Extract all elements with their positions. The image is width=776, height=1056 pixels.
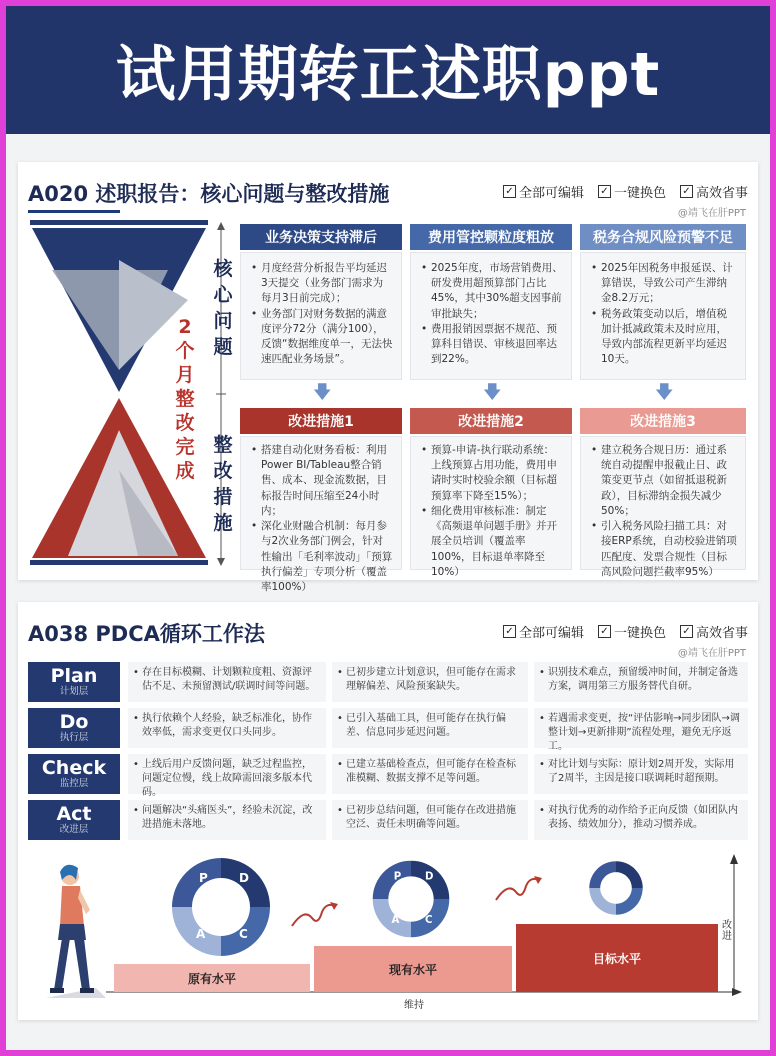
pdca-row-act <box>28 800 748 840</box>
pdca-row-check <box>28 754 748 798</box>
measure-3-bullet-2: • 引入税务风险扫描工具：对接ERP系统，自动校验进销项匹配度、发票合规性（目标高风险问题拦截率95%） <box>591 519 737 580</box>
measure-1-box <box>240 436 402 593</box>
problem-3-header: 税务合规风险预警不足 <box>580 224 746 250</box>
pdca-cycle-small <box>586 858 646 918</box>
checkbox-icon: ✓ <box>680 625 693 638</box>
axis-up-label: 改进 <box>722 920 732 942</box>
measure-1-bullet-1: • 搭建自动化财务看板：利用Power BI/Tableau整合销售、成本、现金流数据，目标报告时间压缩至24小时内； <box>251 443 393 519</box>
problem-1-bullet-2: • 业务部门对财务数据的满意度评分72分（满分100），反馈“数据维度单一，无法快速匹配业务场景”。 <box>251 307 393 368</box>
measure-3-header: 改进措施3 <box>580 408 746 434</box>
down-arrow-icon: 🡇 <box>313 382 332 403</box>
pdca-card[interactable] <box>18 602 758 1020</box>
pdca-cell: • 识别技术难点，预留缓冲时间，并制定备选方案，调用第三方服务替代自研。 <box>534 662 748 702</box>
pdca-label-check: Check 监控层 <box>28 754 120 794</box>
pdca-cell: • 已初步总结问题，但可能存在改进措施空泛、责任未明确等问题。 <box>332 800 528 840</box>
pdca-cell: • 已建立基础检查点，但可能存在检查标准模糊、数据支撑不足等问题。 <box>332 754 528 794</box>
measure-2-bullet-1: • 预算-申请-执行联动系统：上线预算占用功能，费用申请时实时校验余额（目标超预算率下降至15%）； <box>421 443 563 504</box>
problem-3-box <box>580 252 746 380</box>
feature-badges <box>503 622 748 641</box>
checkbox-icon: ✓ <box>503 185 516 198</box>
pdca-cell: • 已引入基础工具，但可能存在执行偏差、信息同步延迟问题。 <box>332 708 528 748</box>
measure-2-header: 改进措施2 <box>410 408 572 434</box>
badge-editable: ✓ 全部可编辑 <box>503 182 584 201</box>
watermark: @靖飞在肝PPT <box>677 648 746 659</box>
pdca-cell: • 对比计划与实际：原计划2周开发，实际用了2周半，主因是接口联调耗时超预期。 <box>534 754 748 794</box>
watermark: @靖飞在肝PPT <box>677 208 746 219</box>
problem-2-box <box>410 252 572 380</box>
problem-2-bullet-2: • 费用报销因票据不规范、预算科目错误、审核退回率达到22%。 <box>421 322 563 368</box>
measure-1-header: 改进措施1 <box>240 408 402 434</box>
pdca-cycle-medium <box>368 856 454 942</box>
level-original: 原有水平 <box>114 964 310 992</box>
cycle-letter-a: A <box>196 927 206 941</box>
curly-arrow-icon <box>290 898 340 930</box>
pdca-cell: • 执行依赖个人经验，缺乏标准化，协作效率低，需求变更仅口头同步。 <box>128 708 326 748</box>
report-card[interactable]: A020 述职报告：核心问题与整改措施 ✓ 全部可编辑 ✓ 一键换色 ✓ 高效省事 @靖飞在肝PPT 核 心 问 题 整 改 措 施 2 个 月 整 改 完 成 业务决策支持滞后 • 月度经营分析报告平均延迟3天提交（业务部门需求为每月3日前完成）； • 业务部门对财务数据的满意度评分72分（满分100），反馈“数据维度单一，无法快速匹配业务场景”。 费用管控颗粒度粗放 • 2025年度，市场营销费用、研发费用超预算部门占比45%，其中30%超支因事前审批缺失； • 费用报销因票据不规范、预算科目错误、审核退回率达到22%。 税务合规风险预警不足 • 2025年因税务申报延误、计算错误，导致公司产生滞纳金8.2万元； • 税务政策变动以后，增值税加计抵减政策未及时应用，导致内部流程更新平均延迟10天。 🡇 🡇 🡇 改进措施1 • 搭建自动化财务看板：利用Power BI/Tableau整合销售、成本、现金流数据，目标报告时间压缩至24小时内； • 深化业财融合机制：每月参与2次业务部门例会，针对性输出「毛利率波动」「预算执行偏差」专项分析（覆盖率100%） 改进措施2 • 预算-申请-执行联动系统：上线预算占用功能，费用申请时实时校验余额（目标超预算率下降至15%）； • 细化费用审核标准：制定《高频退单问题手册》并开展全员培训（覆盖率100%，目标退单率降至10%） 改进措施3 • 建立税务合规日历：通过系统自动提醒申报截止日、政策变更节点（如留抵退税新政），目标滞纳金损失减少50%； • 引入税务风险扫描工具：对接ERP系统，自动校验进销项匹配度、发票合规性（目标高风险问题拦截率95%） <box>18 162 758 580</box>
badge-editable: ✓ 全部可编辑 <box>503 622 584 641</box>
page-frame <box>6 6 770 1050</box>
pdca-row-plan <box>28 662 748 702</box>
banner-title: 试用期转正述职ppt <box>115 40 661 110</box>
badge-recolor: ✓ 一键换色 <box>598 622 666 641</box>
level-current: 现有水平 <box>314 946 512 992</box>
checkbox-icon: ✓ <box>598 185 611 198</box>
pdca-cell: • 问题解决“头痛医头”，经验未沉淀，改进措施未落地。 <box>128 800 326 840</box>
measure-3-bullet-1: • 建立税务合规日历：通过系统自动提醒申报截止日、政策变更节点（如留抵退税新政），目标滞纳金损失减少50%； <box>591 443 737 519</box>
measure-3-box <box>580 436 746 578</box>
measure-2-bullet-2: • 细化费用审核标准：制定《高频退单问题手册》并开展全员培训（覆盖率100%，目标退单率降至10%） <box>421 504 563 580</box>
cycle-letter-c: C <box>239 927 248 941</box>
down-arrow-icon: 🡇 <box>655 382 674 403</box>
report-title: A020 述职报告：核心问题与整改措施 <box>28 182 390 206</box>
pdca-row-do <box>28 708 748 752</box>
checkbox-icon: ✓ <box>598 625 611 638</box>
pdca-title: A038 PDCA循环工作法 <box>28 622 265 646</box>
cycle-letter-d: D <box>239 871 249 885</box>
measure-2-box <box>410 436 572 578</box>
walking-person-icon <box>40 862 110 998</box>
measure-1-bullet-2: • 深化业财融合机制：每月参与2次业务部门例会，针对性输出「毛利率波动」「预算执行偏差」专项分析（覆盖率100%） <box>251 519 393 595</box>
title-accent-line <box>28 210 120 213</box>
problem-1-box <box>240 252 402 380</box>
problem-1-header: 业务决策支持滞后 <box>240 224 402 250</box>
pdca-cell: • 存在目标模糊、计划颗粒度粗、资源评估不足、未预留测试/联调时间等问题。 <box>128 662 326 702</box>
pdca-cell: • 若遇需求变更，按“评估影响→同步团队→调整计划→更新排期”流程处理，避免无序返工。 <box>534 708 748 748</box>
cycle-letter-p: P <box>199 871 208 885</box>
curly-arrow-icon <box>494 872 544 904</box>
problem-2-header: 费用管控颗粒度粗放 <box>410 224 572 250</box>
checkbox-icon: ✓ <box>680 185 693 198</box>
cycle-letter-d: D <box>425 871 434 883</box>
cycle-letter-p: P <box>393 871 402 883</box>
pdca-cell: • 对执行优秀的动作给予正向反馈（如团队内表扬、绩效加分），推动习惯养成。 <box>534 800 748 840</box>
down-arrow-icon: 🡇 <box>483 382 502 403</box>
pdca-cell: • 上线后用户反馈问题，缺乏过程监控，问题定位慢，线上故障需回滚多版本代码。 <box>128 754 326 794</box>
pdca-cycle-large <box>166 852 276 962</box>
pdca-label-act: Act 改进层 <box>28 800 120 840</box>
level-target: 目标水平 <box>516 924 718 992</box>
problem-3-bullet-2: • 税务政策变动以后，增值税加计抵减政策未及时应用，导致内部流程更新平均延迟10天。 <box>591 307 737 368</box>
problem-3-bullet-1: • 2025年因税务申报延误、计算错误，导致公司产生滞纳金8.2万元； <box>591 261 737 307</box>
pdca-label-do: Do 执行层 <box>28 708 120 748</box>
cycle-letter-c: C <box>425 915 433 927</box>
cycle-letter-a: A <box>391 915 400 927</box>
badge-recolor: ✓ 一键换色 <box>598 182 666 201</box>
problem-1-bullet-1: • 月度经营分析报告平均延迟3天提交（业务部门需求为每月3日前完成）； <box>251 261 393 307</box>
checkbox-icon: ✓ <box>503 625 516 638</box>
top-banner <box>6 6 770 134</box>
pdca-cell: • 已初步建立计划意识，但可能存在需求理解偏差、风险预案缺失。 <box>332 662 528 702</box>
hourglass-bottom-bar <box>30 560 208 565</box>
axis-right-label: 维持 <box>404 1000 424 1011</box>
problem-2-bullet-1: • 2025年度，市场营销费用、研发费用超预算部门占比45%，其中30%超支因事前审批缺失； <box>421 261 563 322</box>
badge-efficient: ✓ 高效省事 <box>680 182 748 201</box>
badge-efficient: ✓ 高效省事 <box>680 622 748 641</box>
feature-badges <box>503 182 748 201</box>
pdca-label-plan: Plan 计划层 <box>28 662 120 702</box>
hourglass-top-bar <box>30 220 208 225</box>
